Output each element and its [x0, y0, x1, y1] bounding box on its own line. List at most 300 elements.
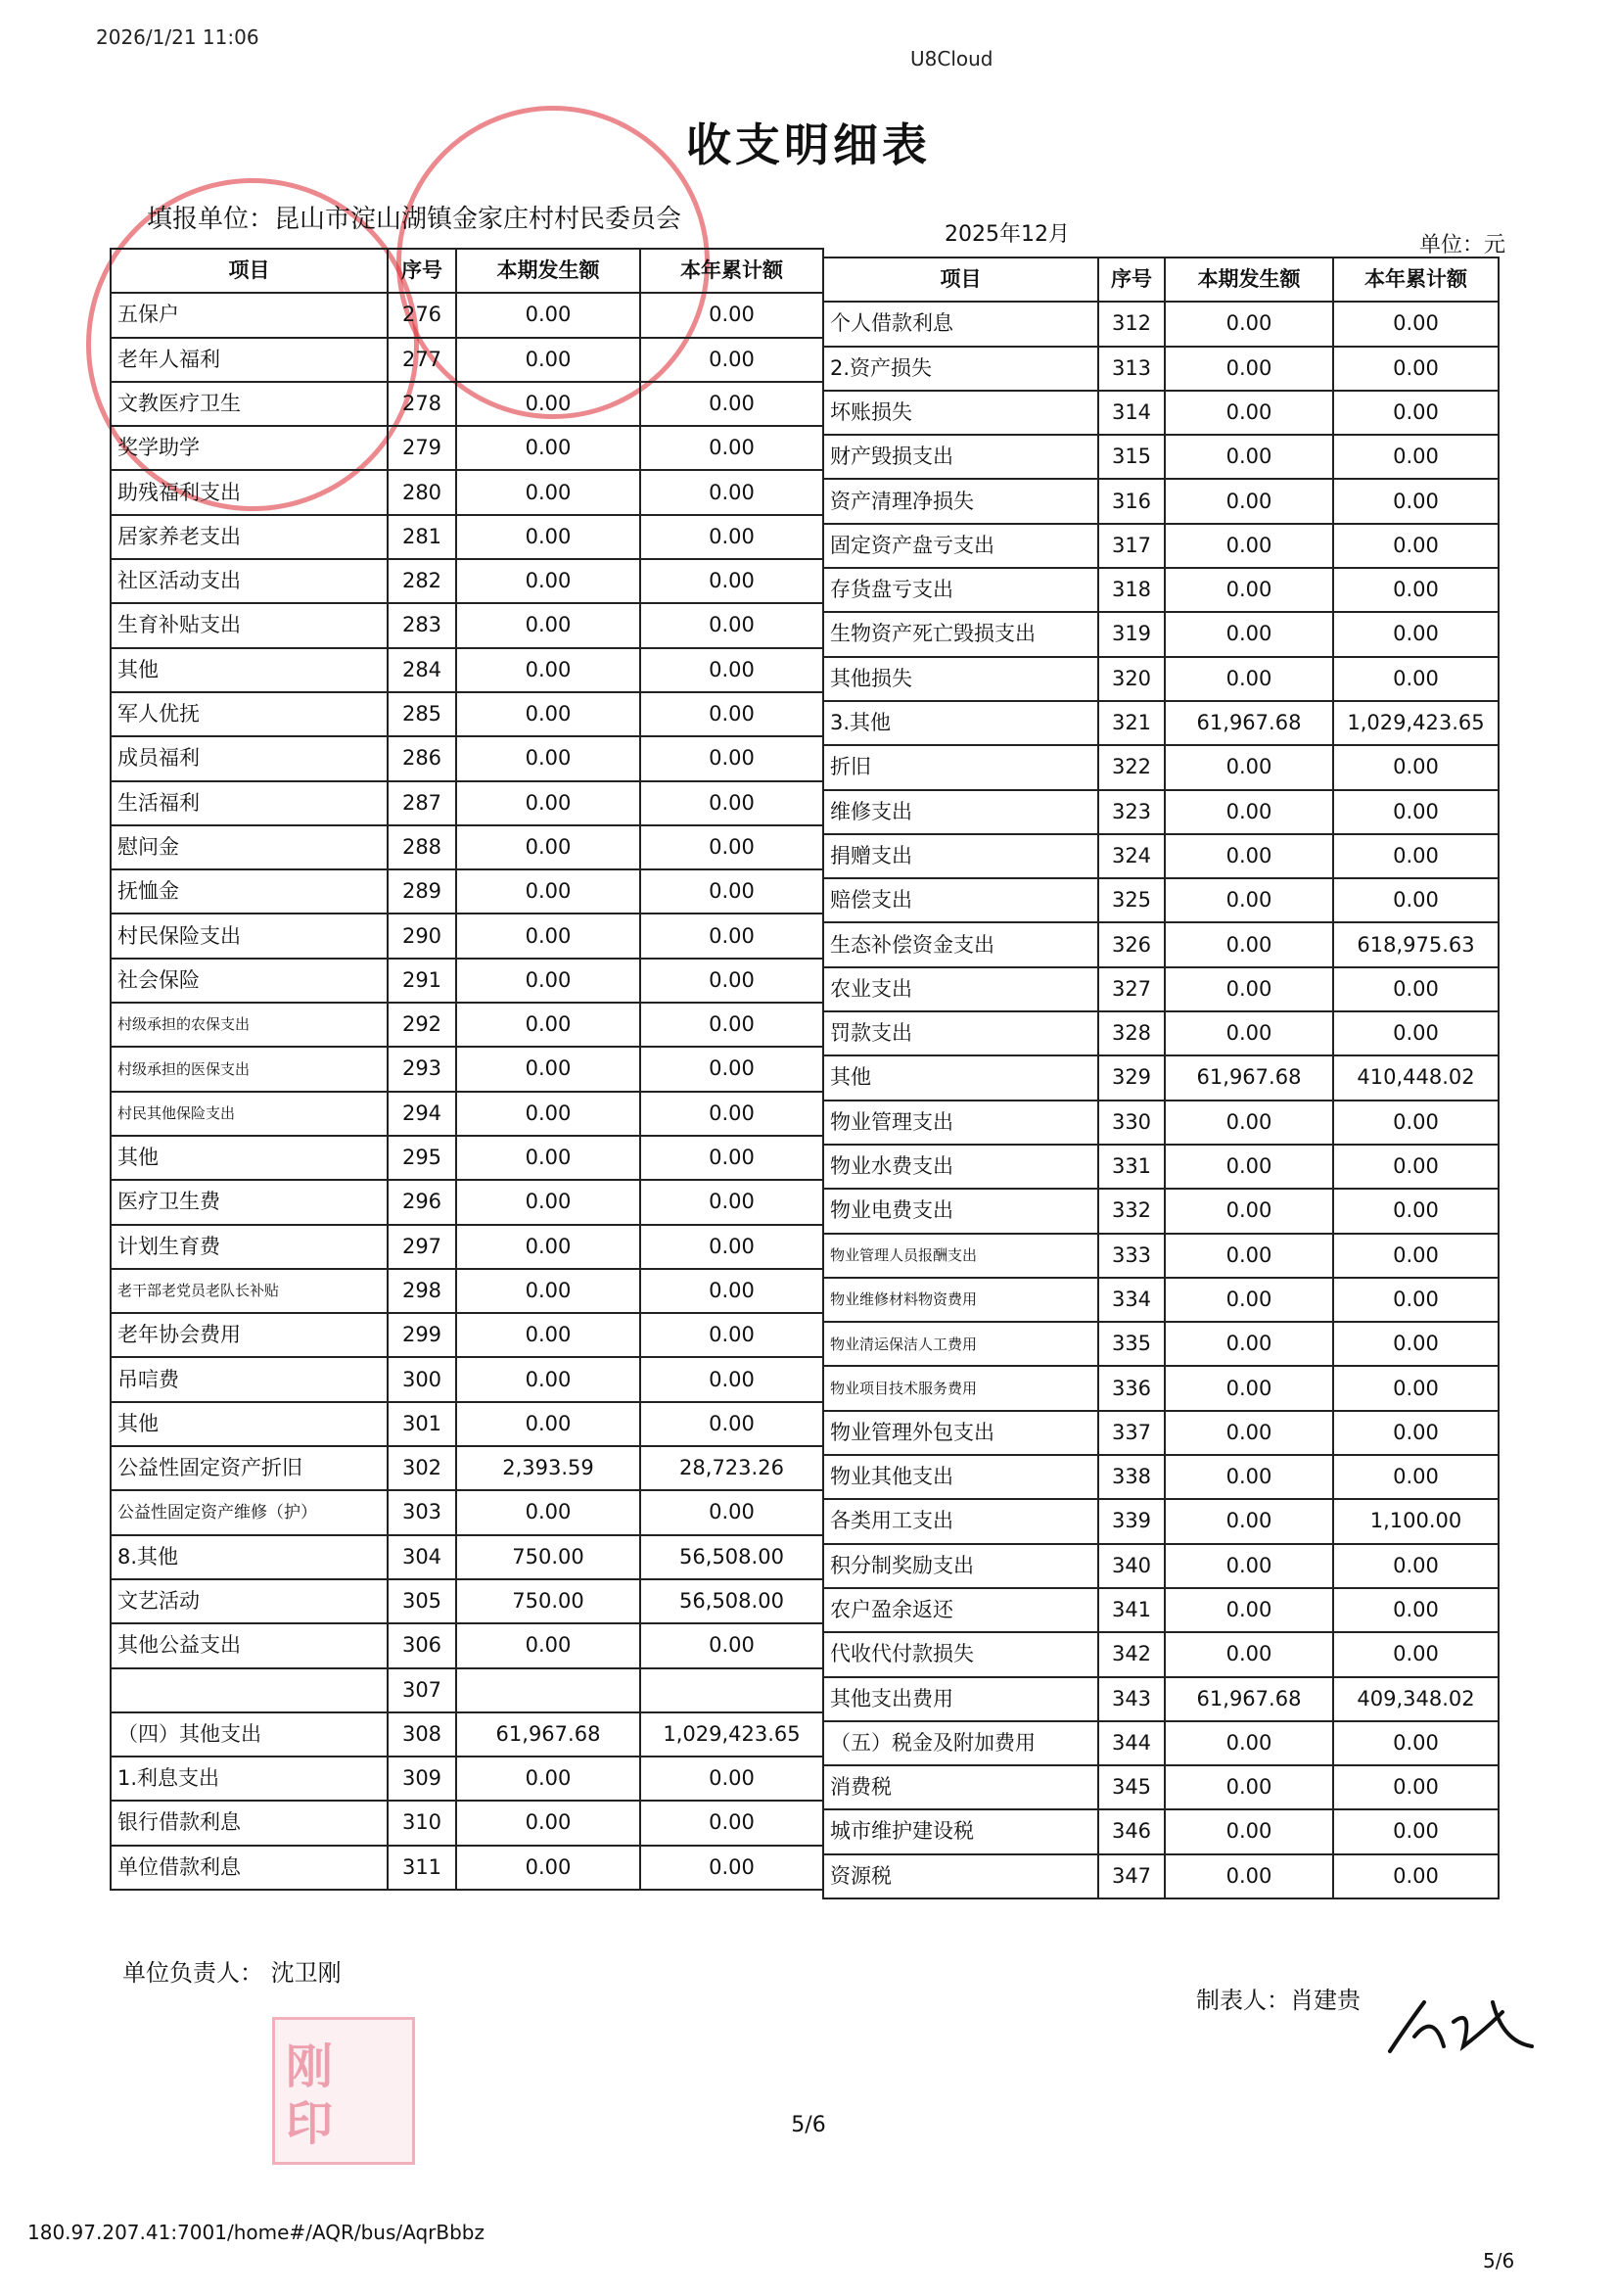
- row-seq: 326: [1098, 922, 1165, 966]
- table-row: [111, 1535, 823, 1579]
- row-ytd-amount: 0.00: [1333, 1721, 1499, 1765]
- row-seq: 277: [388, 338, 456, 382]
- row-item: 坏账损失: [823, 391, 1098, 435]
- col-header-seq: 序号: [1098, 258, 1165, 302]
- row-current-amount: 0.00: [456, 1047, 640, 1091]
- row-ytd-amount: 0.00: [640, 1402, 823, 1446]
- row-ytd-amount: 0.00: [1333, 878, 1499, 922]
- row-item: 城市维护建设税: [823, 1809, 1098, 1853]
- table-row: [111, 914, 823, 958]
- row-current-amount: 0.00: [1165, 1721, 1333, 1765]
- table-row: [823, 302, 1499, 346]
- row-item: 其他公益支出: [111, 1623, 388, 1667]
- row-seq: 340: [1098, 1544, 1165, 1588]
- table-row: [823, 1455, 1499, 1499]
- row-current-amount: 0.00: [1165, 1544, 1333, 1588]
- row-ytd-amount: 0.00: [1333, 790, 1499, 834]
- row-seq: 287: [388, 781, 456, 825]
- table-row: [823, 1366, 1499, 1410]
- row-current-amount: 0.00: [1165, 1765, 1333, 1809]
- row-item: 消费税: [823, 1765, 1098, 1809]
- row-item: 居家养老支出: [111, 515, 388, 559]
- table-row: [823, 612, 1499, 656]
- row-current-amount: 0.00: [456, 338, 640, 382]
- table-row: [823, 1234, 1499, 1278]
- table-row: [823, 435, 1499, 479]
- row-ytd-amount: 0.00: [640, 1490, 823, 1534]
- row-ytd-amount: 0.00: [640, 914, 823, 958]
- row-item: 医疗卫生费: [111, 1180, 388, 1224]
- row-ytd-amount: 0.00: [640, 1136, 823, 1180]
- row-current-amount: 0.00: [456, 914, 640, 958]
- row-seq: 337: [1098, 1411, 1165, 1455]
- row-current-amount: 0.00: [1165, 1011, 1333, 1055]
- table-row: [823, 1499, 1499, 1543]
- table-row: [823, 1011, 1499, 1055]
- row-seq: 319: [1098, 612, 1165, 656]
- row-current-amount: 0.00: [1165, 1632, 1333, 1676]
- row-current-amount: 0.00: [1165, 612, 1333, 656]
- row-seq: 295: [388, 1136, 456, 1180]
- row-item: 社会保险: [111, 959, 388, 1003]
- row-current-amount: 0.00: [456, 1269, 640, 1313]
- row-ytd-amount: 0.00: [1333, 967, 1499, 1011]
- right-detail-table: [822, 257, 1500, 1899]
- row-seq: 304: [388, 1535, 456, 1579]
- table-row: [823, 1854, 1499, 1898]
- row-ytd-amount: 56,508.00: [640, 1579, 823, 1623]
- row-ytd-amount: 0.00: [640, 1269, 823, 1313]
- table-row: [111, 1269, 823, 1313]
- table-row: [111, 959, 823, 1003]
- row-seq: 339: [1098, 1499, 1165, 1543]
- table-row: [111, 1801, 823, 1845]
- name-stamp-glyph: 刚: [286, 2039, 334, 2094]
- row-current-amount: 0.00: [456, 1846, 640, 1890]
- col-header-item: 项目: [823, 258, 1098, 302]
- row-item: 银行借款利息: [111, 1801, 388, 1845]
- row-item: 积分制奖励支出: [823, 1544, 1098, 1588]
- row-ytd-amount: 0.00: [1333, 1765, 1499, 1809]
- row-item: 罚款支出: [823, 1011, 1098, 1055]
- row-item: 折旧: [823, 745, 1098, 789]
- row-seq: 302: [388, 1446, 456, 1490]
- table-row: [823, 1411, 1499, 1455]
- col-header-current: 本期发生额: [456, 249, 640, 293]
- row-item: 资源税: [823, 1854, 1098, 1898]
- row-item: 生活福利: [111, 781, 388, 825]
- row-current-amount: 0.00: [456, 293, 640, 337]
- row-ytd-amount: 0.00: [640, 825, 823, 869]
- table-row: [111, 1136, 823, 1180]
- row-seq: 313: [1098, 347, 1165, 391]
- row-current-amount: 0.00: [456, 825, 640, 869]
- row-item: 物业管理人员报酬支出: [823, 1234, 1098, 1278]
- row-ytd-amount: 0.00: [640, 1225, 823, 1269]
- table-row: [823, 1588, 1499, 1632]
- row-current-amount: 0.00: [456, 1313, 640, 1357]
- row-current-amount: 750.00: [456, 1579, 640, 1623]
- row-current-amount: 0.00: [456, 1003, 640, 1047]
- table-row: [111, 1579, 823, 1623]
- table-row: [111, 692, 823, 736]
- row-seq: 332: [1098, 1189, 1165, 1233]
- row-ytd-amount: 0.00: [1333, 1278, 1499, 1322]
- row-seq: 279: [388, 426, 456, 470]
- row-ytd-amount: 0.00: [1333, 1189, 1499, 1233]
- row-ytd-amount: [640, 1668, 823, 1712]
- row-seq: 324: [1098, 834, 1165, 878]
- table-row: [823, 524, 1499, 568]
- row-current-amount: 0.00: [456, 1225, 640, 1269]
- row-item: 2.资产损失: [823, 347, 1098, 391]
- row-current-amount: 0.00: [1165, 1411, 1333, 1455]
- row-item: 物业电费支出: [823, 1189, 1098, 1233]
- row-seq: 305: [388, 1579, 456, 1623]
- row-seq: 286: [388, 736, 456, 780]
- table-row: [111, 648, 823, 692]
- row-current-amount: 0.00: [456, 603, 640, 647]
- row-current-amount: 0.00: [456, 1757, 640, 1801]
- row-ytd-amount: 0.00: [1333, 1145, 1499, 1189]
- table-row: [111, 1402, 823, 1446]
- row-seq: 303: [388, 1490, 456, 1534]
- row-seq: 283: [388, 603, 456, 647]
- table-row: [111, 1712, 823, 1757]
- row-ytd-amount: 0.00: [1333, 435, 1499, 479]
- table-row: [111, 338, 823, 382]
- row-seq: 296: [388, 1180, 456, 1224]
- row-ytd-amount: 0.00: [1333, 391, 1499, 435]
- row-ytd-amount: 0.00: [640, 1180, 823, 1224]
- table-row: [823, 701, 1499, 745]
- currency-unit: 单位：元: [1419, 233, 1506, 258]
- row-seq: 300: [388, 1357, 456, 1401]
- row-item: 赔偿支出: [823, 878, 1098, 922]
- row-current-amount: 0.00: [1165, 657, 1333, 701]
- row-ytd-amount: 0.00: [640, 1623, 823, 1667]
- table-row: [823, 1145, 1499, 1189]
- table-row: [111, 1490, 823, 1534]
- row-ytd-amount: 0.00: [640, 559, 823, 603]
- name-stamp-glyph: 印: [286, 2096, 334, 2151]
- row-current-amount: 0.00: [456, 1357, 640, 1401]
- table-row: [111, 1757, 823, 1801]
- row-ytd-amount: 0.00: [1333, 1854, 1499, 1898]
- row-ytd-amount: 0.00: [1333, 347, 1499, 391]
- row-item: （五）税金及附加费用: [823, 1721, 1098, 1765]
- row-seq: 316: [1098, 479, 1165, 523]
- row-current-amount: 0.00: [1165, 1234, 1333, 1278]
- table-row: [111, 736, 823, 780]
- table-row: [111, 1003, 823, 1047]
- row-seq: 322: [1098, 745, 1165, 789]
- row-current-amount: 0.00: [1165, 1854, 1333, 1898]
- table-row: [823, 1322, 1499, 1366]
- row-seq: 329: [1098, 1055, 1165, 1100]
- table-row: [111, 1446, 823, 1490]
- row-current-amount: 0.00: [456, 959, 640, 1003]
- row-current-amount: 0.00: [1165, 435, 1333, 479]
- row-current-amount: 0.00: [1165, 1145, 1333, 1189]
- row-ytd-amount: 1,029,423.65: [640, 1712, 823, 1757]
- row-current-amount: 0.00: [1165, 834, 1333, 878]
- table-row: [111, 515, 823, 559]
- row-item: 固定资产盘亏支出: [823, 524, 1098, 568]
- row-ytd-amount: 0.00: [640, 1313, 823, 1357]
- row-current-amount: 0.00: [456, 869, 640, 914]
- row-ytd-amount: 56,508.00: [640, 1535, 823, 1579]
- row-item: 助残福利支出: [111, 470, 388, 514]
- row-item: 存货盘亏支出: [823, 568, 1098, 612]
- row-seq: 278: [388, 382, 456, 426]
- row-ytd-amount: 0.00: [1333, 1588, 1499, 1632]
- row-seq: 311: [388, 1846, 456, 1890]
- row-ytd-amount: 0.00: [640, 1801, 823, 1845]
- row-item: 物业水费支出: [823, 1145, 1098, 1189]
- row-current-amount: 0.00: [1165, 347, 1333, 391]
- row-seq: 282: [388, 559, 456, 603]
- table-row: [823, 1765, 1499, 1809]
- row-item: 生物资产死亡毁损支出: [823, 612, 1098, 656]
- row-ytd-amount: 0.00: [640, 1846, 823, 1890]
- table-row: [111, 1180, 823, 1224]
- row-item: 单位借款利息: [111, 1846, 388, 1890]
- row-seq: 280: [388, 470, 456, 514]
- table-row: [823, 1721, 1499, 1765]
- row-item: 村民其他保险支出: [111, 1092, 388, 1136]
- row-seq: 335: [1098, 1322, 1165, 1366]
- table-row: [111, 426, 823, 470]
- report-period: 2025年12月: [945, 222, 1070, 247]
- row-ytd-amount: 0.00: [1333, 1544, 1499, 1588]
- row-item: 物业清运保洁人工费用: [823, 1322, 1098, 1366]
- row-ytd-amount: 0.00: [640, 426, 823, 470]
- row-item: 慰问金: [111, 825, 388, 869]
- row-seq: 338: [1098, 1455, 1165, 1499]
- reporting-unit: 填报单位：昆山市淀山湖镇金家庄村村民委员会: [147, 205, 682, 234]
- row-ytd-amount: 0.00: [1333, 834, 1499, 878]
- col-header-current: 本期发生额: [1165, 258, 1333, 302]
- row-seq: 285: [388, 692, 456, 736]
- row-item: 捐赠支出: [823, 834, 1098, 878]
- table-row: [823, 1189, 1499, 1233]
- row-ytd-amount: 0.00: [1333, 524, 1499, 568]
- row-current-amount: 0.00: [456, 1490, 640, 1534]
- row-ytd-amount: 0.00: [1333, 1366, 1499, 1410]
- row-ytd-amount: 0.00: [640, 338, 823, 382]
- row-current-amount: 750.00: [456, 1535, 640, 1579]
- col-header-item: 项目: [111, 249, 388, 293]
- row-ytd-amount: 0.00: [1333, 1234, 1499, 1278]
- page-number-corner: 5/6: [1483, 2249, 1515, 2273]
- row-item: 物业其他支出: [823, 1455, 1098, 1499]
- row-item: 公益性固定资产折旧: [111, 1446, 388, 1490]
- row-seq: 308: [388, 1712, 456, 1757]
- col-header-seq: 序号: [388, 249, 456, 293]
- table-row: [823, 834, 1499, 878]
- row-ytd-amount: 0.00: [1333, 479, 1499, 523]
- row-current-amount: 0.00: [1165, 922, 1333, 966]
- row-item: 生态补偿资金支出: [823, 922, 1098, 966]
- row-seq: 318: [1098, 568, 1165, 612]
- row-item: 奖学助学: [111, 426, 388, 470]
- row-item: [111, 1668, 388, 1712]
- row-item: 村民保险支出: [111, 914, 388, 958]
- row-current-amount: 0.00: [1165, 745, 1333, 789]
- table-row: [823, 1544, 1499, 1588]
- table-header-row: [111, 249, 823, 293]
- row-ytd-amount: 0.00: [1333, 1011, 1499, 1055]
- row-current-amount: 0.00: [456, 470, 640, 514]
- row-item: 其他: [111, 1402, 388, 1446]
- row-seq: 315: [1098, 435, 1165, 479]
- row-seq: 346: [1098, 1809, 1165, 1853]
- row-seq: 323: [1098, 790, 1165, 834]
- print-url: 180.97.207.41:7001/home#/AQR/bus/AqrBbbz: [27, 2221, 485, 2244]
- row-current-amount: 0.00: [1165, 1101, 1333, 1145]
- row-seq: 325: [1098, 878, 1165, 922]
- row-item: 公益性固定资产维修（护）: [111, 1490, 388, 1534]
- row-current-amount: 0.00: [456, 781, 640, 825]
- table-row: [823, 657, 1499, 701]
- row-current-amount: 0.00: [456, 1092, 640, 1136]
- row-seq: 331: [1098, 1145, 1165, 1189]
- table-row: [823, 568, 1499, 612]
- row-current-amount: 0.00: [1165, 1499, 1333, 1543]
- row-current-amount: 61,967.68: [1165, 1055, 1333, 1100]
- row-ytd-amount: 0.00: [640, 1092, 823, 1136]
- row-seq: 342: [1098, 1632, 1165, 1676]
- row-item: 维修支出: [823, 790, 1098, 834]
- table-row: [823, 1677, 1499, 1721]
- row-ytd-amount: 0.00: [640, 869, 823, 914]
- left-detail-table: [110, 248, 824, 1891]
- row-current-amount: 0.00: [456, 736, 640, 780]
- row-item: 文艺活动: [111, 1579, 388, 1623]
- row-seq: 347: [1098, 1854, 1165, 1898]
- row-seq: 276: [388, 293, 456, 337]
- table-row: [111, 1623, 823, 1667]
- row-current-amount: 0.00: [1165, 1278, 1333, 1322]
- row-current-amount: 61,967.68: [1165, 1677, 1333, 1721]
- row-current-amount: 0.00: [456, 1801, 640, 1845]
- row-current-amount: 61,967.68: [1165, 701, 1333, 745]
- row-item: 老年协会费用: [111, 1313, 388, 1357]
- row-seq: 288: [388, 825, 456, 869]
- responsible-person: 单位负责人： 沈卫刚: [122, 1959, 342, 1987]
- table-row: [823, 1278, 1499, 1322]
- row-seq: 284: [388, 648, 456, 692]
- row-current-amount: 0.00: [1165, 1366, 1333, 1410]
- row-seq: 327: [1098, 967, 1165, 1011]
- row-item: 计划生育费: [111, 1225, 388, 1269]
- row-seq: 341: [1098, 1588, 1165, 1632]
- row-item: 8.其他: [111, 1535, 388, 1579]
- row-item: 村级承担的医保支出: [111, 1047, 388, 1091]
- table-row: [111, 1846, 823, 1890]
- row-ytd-amount: 28,723.26: [640, 1446, 823, 1490]
- row-ytd-amount: 0.00: [1333, 1411, 1499, 1455]
- row-item: 其他: [111, 648, 388, 692]
- row-seq: 310: [388, 1801, 456, 1845]
- table-row: [111, 1313, 823, 1357]
- row-ytd-amount: 0.00: [1333, 1632, 1499, 1676]
- table-row: [823, 479, 1499, 523]
- row-item: 物业管理支出: [823, 1101, 1098, 1145]
- row-ytd-amount: 0.00: [640, 736, 823, 780]
- row-seq: 293: [388, 1047, 456, 1091]
- table-row: [111, 559, 823, 603]
- row-ytd-amount: 0.00: [1333, 612, 1499, 656]
- table-row: [111, 1668, 823, 1712]
- row-current-amount: 0.00: [456, 382, 640, 426]
- row-current-amount: 0.00: [456, 1623, 640, 1667]
- row-item: 各类用工支出: [823, 1499, 1098, 1543]
- table-row: [823, 878, 1499, 922]
- row-item: 老年人福利: [111, 338, 388, 382]
- row-item: 物业项目技术服务费用: [823, 1366, 1098, 1410]
- row-ytd-amount: 0.00: [640, 781, 823, 825]
- row-item: 其他损失: [823, 657, 1098, 701]
- row-current-amount: 61,967.68: [456, 1712, 640, 1757]
- preparer: 制表人：肖建贵: [1196, 1987, 1361, 2014]
- row-item: 军人优抚: [111, 692, 388, 736]
- row-ytd-amount: 0.00: [640, 293, 823, 337]
- row-current-amount: 0.00: [1165, 524, 1333, 568]
- table-row: [823, 745, 1499, 789]
- row-seq: 344: [1098, 1721, 1165, 1765]
- row-ytd-amount: 0.00: [640, 382, 823, 426]
- row-current-amount: 0.00: [456, 426, 640, 470]
- table-row: [111, 382, 823, 426]
- row-ytd-amount: 0.00: [640, 1047, 823, 1091]
- row-seq: 343: [1098, 1677, 1165, 1721]
- row-item: （四）其他支出: [111, 1712, 388, 1757]
- table-row: [111, 293, 823, 337]
- row-ytd-amount: 0.00: [640, 1757, 823, 1801]
- row-item: 物业管理外包支出: [823, 1411, 1098, 1455]
- table-row: [111, 825, 823, 869]
- row-current-amount: 2,393.59: [456, 1446, 640, 1490]
- page-number: 5/6: [791, 2113, 826, 2137]
- row-current-amount: 0.00: [1165, 1588, 1333, 1632]
- col-header-ytd: 本年累计额: [640, 249, 823, 293]
- row-seq: 306: [388, 1623, 456, 1667]
- row-item: 成员福利: [111, 736, 388, 780]
- table-header-row: [823, 258, 1499, 302]
- row-item: 物业维修材料物资费用: [823, 1278, 1098, 1322]
- row-seq: 301: [388, 1402, 456, 1446]
- row-current-amount: 0.00: [1165, 790, 1333, 834]
- table-row: [823, 790, 1499, 834]
- table-row: [823, 1632, 1499, 1676]
- table-row: [111, 603, 823, 647]
- page-title: 收支明细表: [686, 118, 931, 171]
- row-ytd-amount: 0.00: [1333, 1455, 1499, 1499]
- table-row: [823, 922, 1499, 966]
- handwritten-signature: [1385, 1992, 1542, 2061]
- row-item: 代收代付款损失: [823, 1632, 1098, 1676]
- row-item: 个人借款利息: [823, 302, 1098, 346]
- table-row: [823, 1055, 1499, 1100]
- row-seq: 290: [388, 914, 456, 958]
- row-ytd-amount: 0.00: [1333, 1101, 1499, 1145]
- row-ytd-amount: 0.00: [640, 1357, 823, 1401]
- row-ytd-amount: 618,975.63: [1333, 922, 1499, 966]
- row-seq: 281: [388, 515, 456, 559]
- row-seq: 336: [1098, 1366, 1165, 1410]
